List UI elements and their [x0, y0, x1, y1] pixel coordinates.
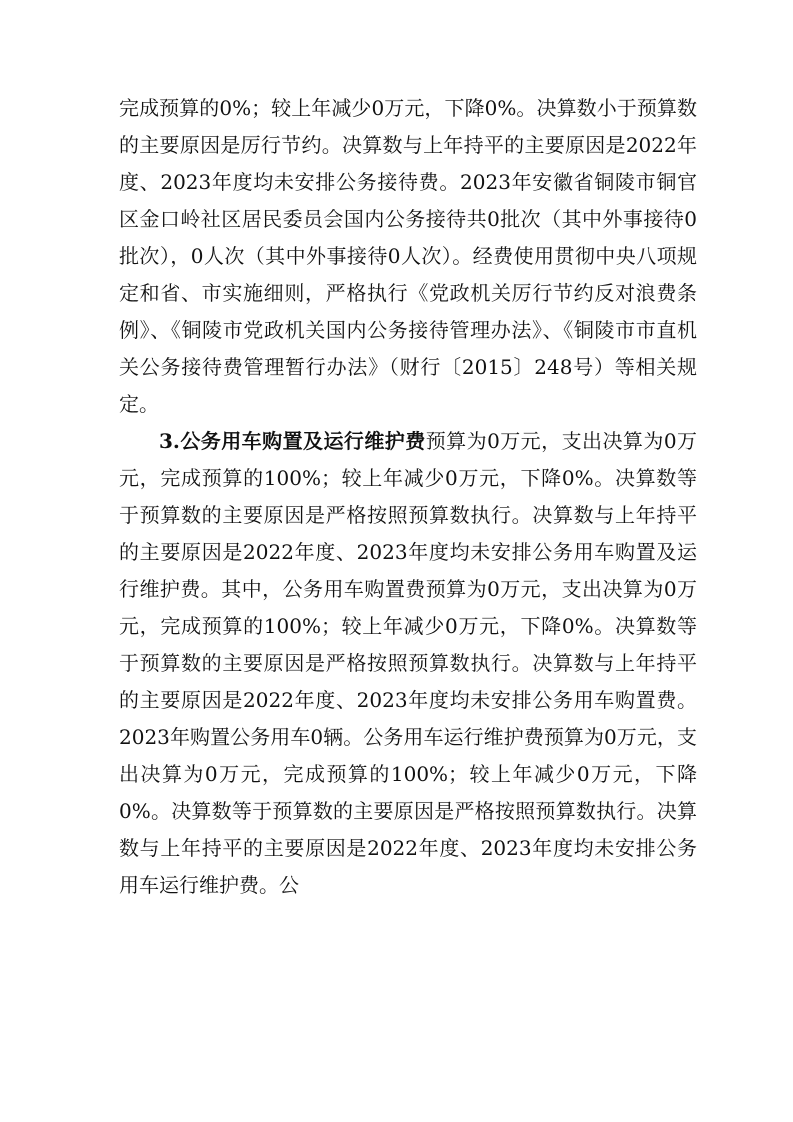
paragraph-vehicle-expenses — [119, 423, 697, 904]
document-body — [119, 90, 697, 904]
paragraph-text: 完成预算的0%；较上年减少0万元，下降0%。决算数小于预算数的主要原因是厉行节约。决算数与上年持平的主要原因是2022年度、2023年度均未安排公务接待费。2023年安徽省铜陵市铜官区金口岭社区居民委员会国内公务接待共0批次（其中外事接待0批次），0人次（其中外事接待0人次）。经费使用贯彻中央八项规定和省、市实施细则，严格执行《党政机关厉行节约反对浪费条例》、《铜陵市党政机关国内公务接待管理办法》、《铜陵市市直机关公务接待费管理暂行办法》（财行〔2015〕248号）等相关规定。 — [119, 96, 697, 416]
paragraph-text: 预算为0万元，支出决算为0万元，完成预算的100%；较上年减少0万元，下降0%。决算数等于预算数的主要原因是严格按照预算数执行。决算数与上年持平的主要原因是2022年度、2023年度均未安排公务用车购置及运行维护费。其中，公务用车购置费预算为0万元，支出决算为0万元，完成预算的100%；较上年减少0万元，下降0%。决算数等于预算数的主要原因是严格按照预算数执行。决算数与上年持平的主要原因是2022年度、2023年度均未安排公务用车购置费。2023年购置公务用车0辆。公务用车运行维护费预算为0万元，支出决算为0万元，完成预算的100%；较上年减少0万元，下降0%。决算数等于预算数的主要原因是严格按照预算数执行。决算数与上年持平的主要原因是2022年度、2023年度均未安排公务用车运行维护费。公 — [119, 429, 697, 897]
paragraph-reception-expenses — [119, 90, 697, 423]
section-heading-vehicle-expenses: 3.公务用车购置及运行维护费 — [159, 429, 426, 453]
